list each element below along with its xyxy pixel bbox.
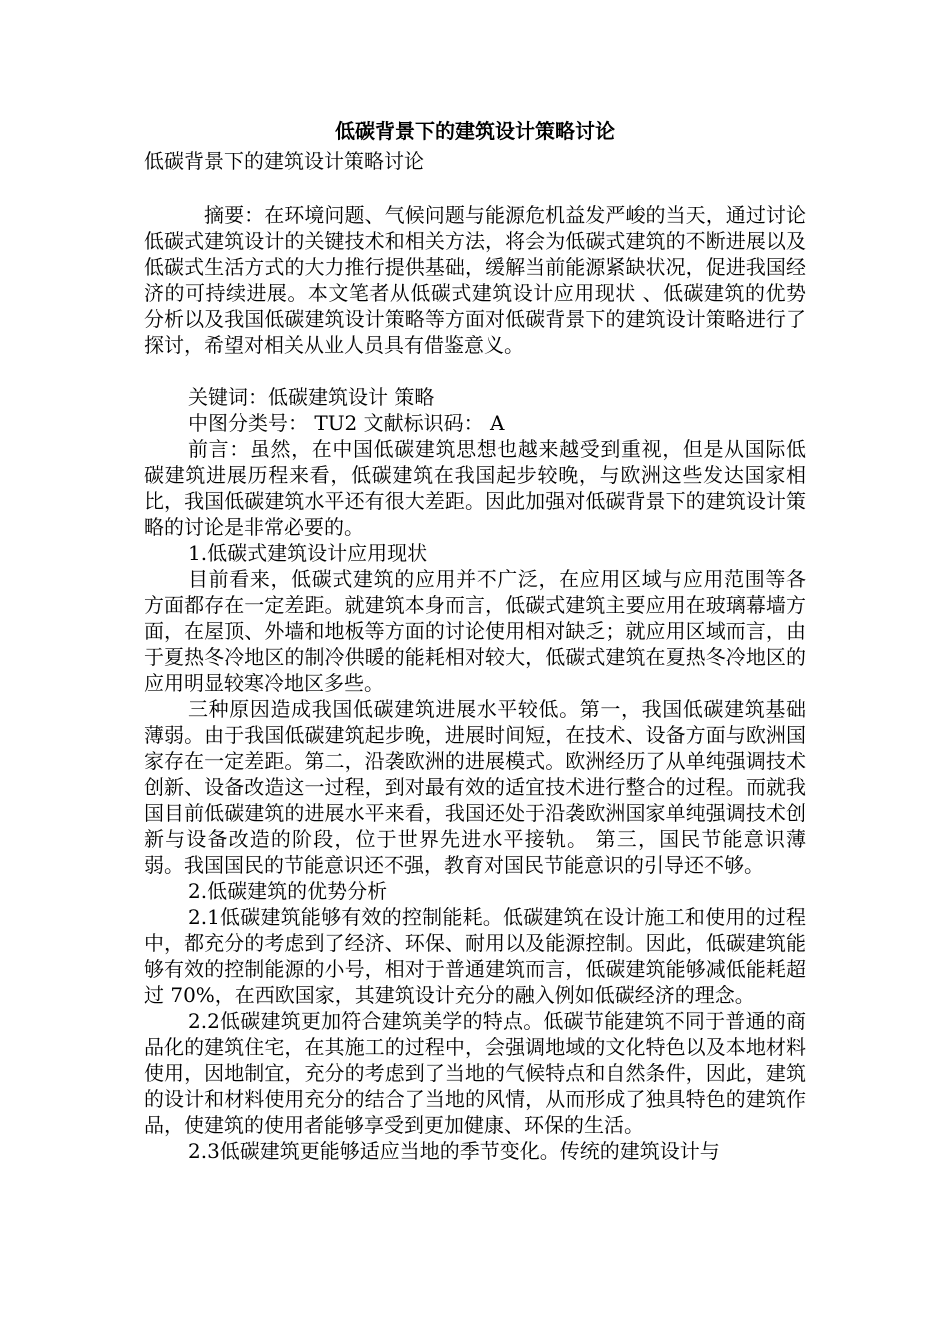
section-1-paragraph-1: 目前看来，低碳式建筑的应用并不广泛，在应用区域与应用范围等各方面都存在一定差距。就建筑本身而言，低碳式建筑主要应用在玻璃幕墙方面，在屋顶、外墙和地板等方面的讨论使用相对缺乏；就应用区域而言，由于夏热冬冷地区的制冷供暖的能耗相对较大，低碳式建筑在夏热冬冷地区的应用明显较寒冷地区多些。	[144, 567, 806, 695]
document-subtitle: 低碳背景下的建筑设计策略讨论	[144, 149, 424, 173]
section-1-heading: 1.低碳式建筑设计应用现状	[188, 541, 428, 565]
section-2-2-paragraph: 2.2低碳建筑更加符合建筑美学的特点。低碳节能建筑不同于普通的商品化的建筑住宅，在其施工的过程中，会强调地域的文化特色以及本地材料使用，因地制宜，充分的考虑到了当地的气候特点和自然条件，因此，建筑的设计和材料使用充分的结合了当地的风情，从而形成了独具特色的建筑作品，使建筑的使用者能够享受到更加健康、环保的生活。	[144, 1009, 806, 1137]
keywords-line: 关键词：低碳建筑设计 策略	[188, 385, 435, 409]
abstract-paragraph: 摘要：在环境问题、气候问题与能源危机益发严峻的当天，通过讨论低碳式建筑设计的关键技术和相关方法，将会为低碳式建筑的不断进展以及低碳式生活方式的大力推行提供基础，缓解当前能源紧缺状况，促进我国经济的可持续进展。本文笔者从低碳式建筑设计应用现状 、低碳建筑的优势分析以及我国低碳建筑设计策略等方面对低碳背景下的建筑设计策略进行了探讨，希望对相关从业人员具有借鉴意义。	[144, 203, 806, 357]
preface-paragraph: 前言：虽然，在中国低碳建筑思想也越来越受到重视，但是从国际低碳建筑进展历程来看，低碳建筑在我国起步较晚，与欧洲这些发达国家相比，我国低碳建筑水平还有很大差距。因此加强对低碳背景下的建筑设计策略的讨论是非常必要的。	[144, 437, 806, 539]
classification-line: 中图分类号： TU2 文献标识码： A	[188, 411, 505, 435]
document-page	[144, 118, 806, 1164]
section-2-heading: 2.低碳建筑的优势分析	[188, 879, 388, 903]
section-1-paragraph-2: 三种原因造成我国低碳建筑进展水平较低。第一，我国低碳建筑基础薄弱。由于我国低碳建筑起步晚，进展时间短，在技术、设备方面与欧洲国家存在一定差距。第二，沿袭欧洲的进展模式。欧洲经历了从单纯强调技术创新、设备改造这一过程，到对最有效的适宜技术进行整合的过程。而就我国目前低碳建筑的进展水平来看，我国还处于沿袭欧洲国家单纯强调技术创新与设备改造的阶段，位于世界先进水平接轨。 第三，国民节能意识薄弱。我国国民的节能意识还不强，教育对国民节能意识的引导还不够。	[144, 697, 806, 877]
document-title: 低碳背景下的建筑设计策略讨论	[335, 119, 615, 143]
section-2-3-paragraph: 2.3低碳建筑更能够适应当地的季节变化。传统的建筑设计与	[188, 1139, 720, 1163]
section-2-1-paragraph: 2.1低碳建筑能够有效的控制能耗。低碳建筑在设计施工和使用的过程中，都充分的考虑到了经济、环保、耐用以及能源控制。因此，低碳建筑能够有效的控制能源的小号，相对于普通建筑而言，低碳建筑能够减低能耗超过 70%，在西欧国家，其建筑设计充分的融入例如低碳经济的理念。	[144, 905, 806, 1007]
